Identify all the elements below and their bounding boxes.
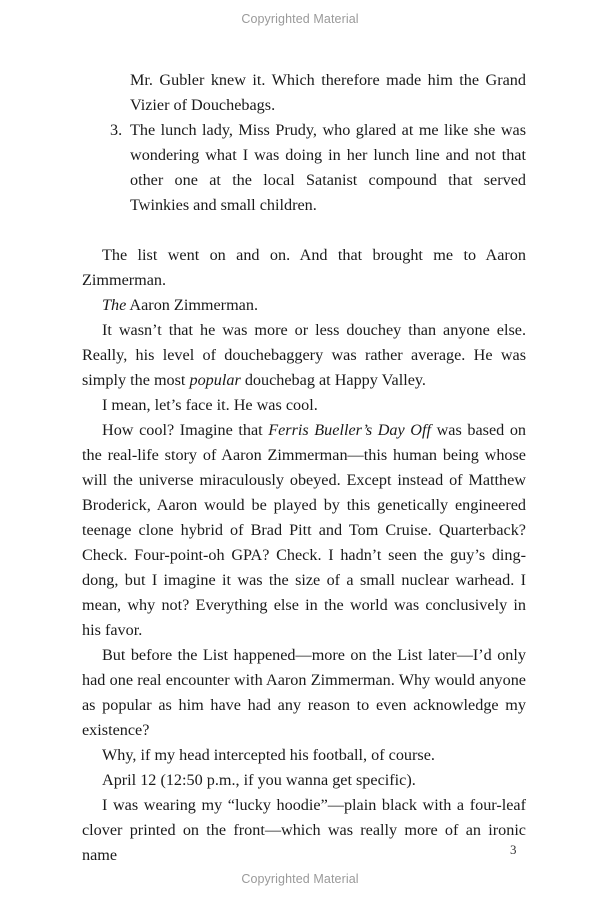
- page-body: [82, 68, 526, 868]
- list-item-text: The lunch lady, Miss Prudy, who glared at me like she was wondering what I was doing in her lunch line and not that other one at the local Satanist compound that served Twinkies and small children.: [130, 121, 526, 214]
- copyright-watermark-bottom: Copyrighted Material: [241, 872, 359, 886]
- paragraph: I mean, let’s face it. He was cool.: [102, 396, 318, 414]
- paragraph: I was wearing my “lucky hoodie”—plain black with a four-leaf clover printed on the front—which was really more of an ironic name: [82, 796, 526, 864]
- paragraph-text: was based on the real-life story of Aaron Zimmerman—this human being whose will the universe miraculously obeyed. Except instead of Matthew Broderick, Aaron would be played by this genetically engineered teenage clone hybrid of Brad Pitt and Tom Cruise. Quarterback? Check. Four-point-oh GPA? Check. I hadn’t seen the guy’s ding-dong, but I imagine it was the size of a small nuclear warhead. I mean, why not? Everything else in the world was conclusively in his favor.: [82, 421, 527, 639]
- paragraph: But before the List happened—more on the List later—I’d only had one real encounter with Aaron Zimmerman. Why would anyone as popular as him have had any reason to even acknowledge my existence?: [82, 646, 526, 739]
- paragraph: Why, if my head intercepted his football, of course.: [102, 746, 435, 764]
- italic-text: The: [102, 296, 127, 314]
- paragraph: [82, 293, 526, 318]
- italic-text: popular: [189, 371, 241, 389]
- list-item-3: [110, 118, 526, 218]
- paragraph: April 12 (12:50 p.m., if you wanna get specific).: [102, 771, 416, 789]
- italic-text: Ferris Bueller’s Day Off: [268, 421, 431, 439]
- paragraph: [82, 418, 526, 643]
- paragraph-text: Aaron Zimmerman.: [126, 296, 258, 314]
- copyright-watermark-top: Copyrighted Material: [241, 12, 359, 26]
- paragraph: The list went on and on. And that brought me to Aaron Zimmerman.: [82, 246, 526, 289]
- list-item-continuation: Mr. Gubler knew it. Which therefore made him the Grand Vizier of Douchebags.: [130, 71, 526, 114]
- paragraph-text: douchebag at Happy Valley.: [240, 371, 426, 389]
- list-item-number: 3.: [110, 121, 123, 139]
- paragraph: [82, 318, 526, 393]
- page-number: 3: [510, 842, 517, 857]
- paragraph-text: It wasn’t that he was more or less douchey than anyone else. Really, his level of douchebaggery was rather average. He was simply the most: [82, 321, 526, 389]
- section-gap: [82, 218, 526, 243]
- paragraph-text: How cool? Imagine that: [102, 421, 269, 439]
